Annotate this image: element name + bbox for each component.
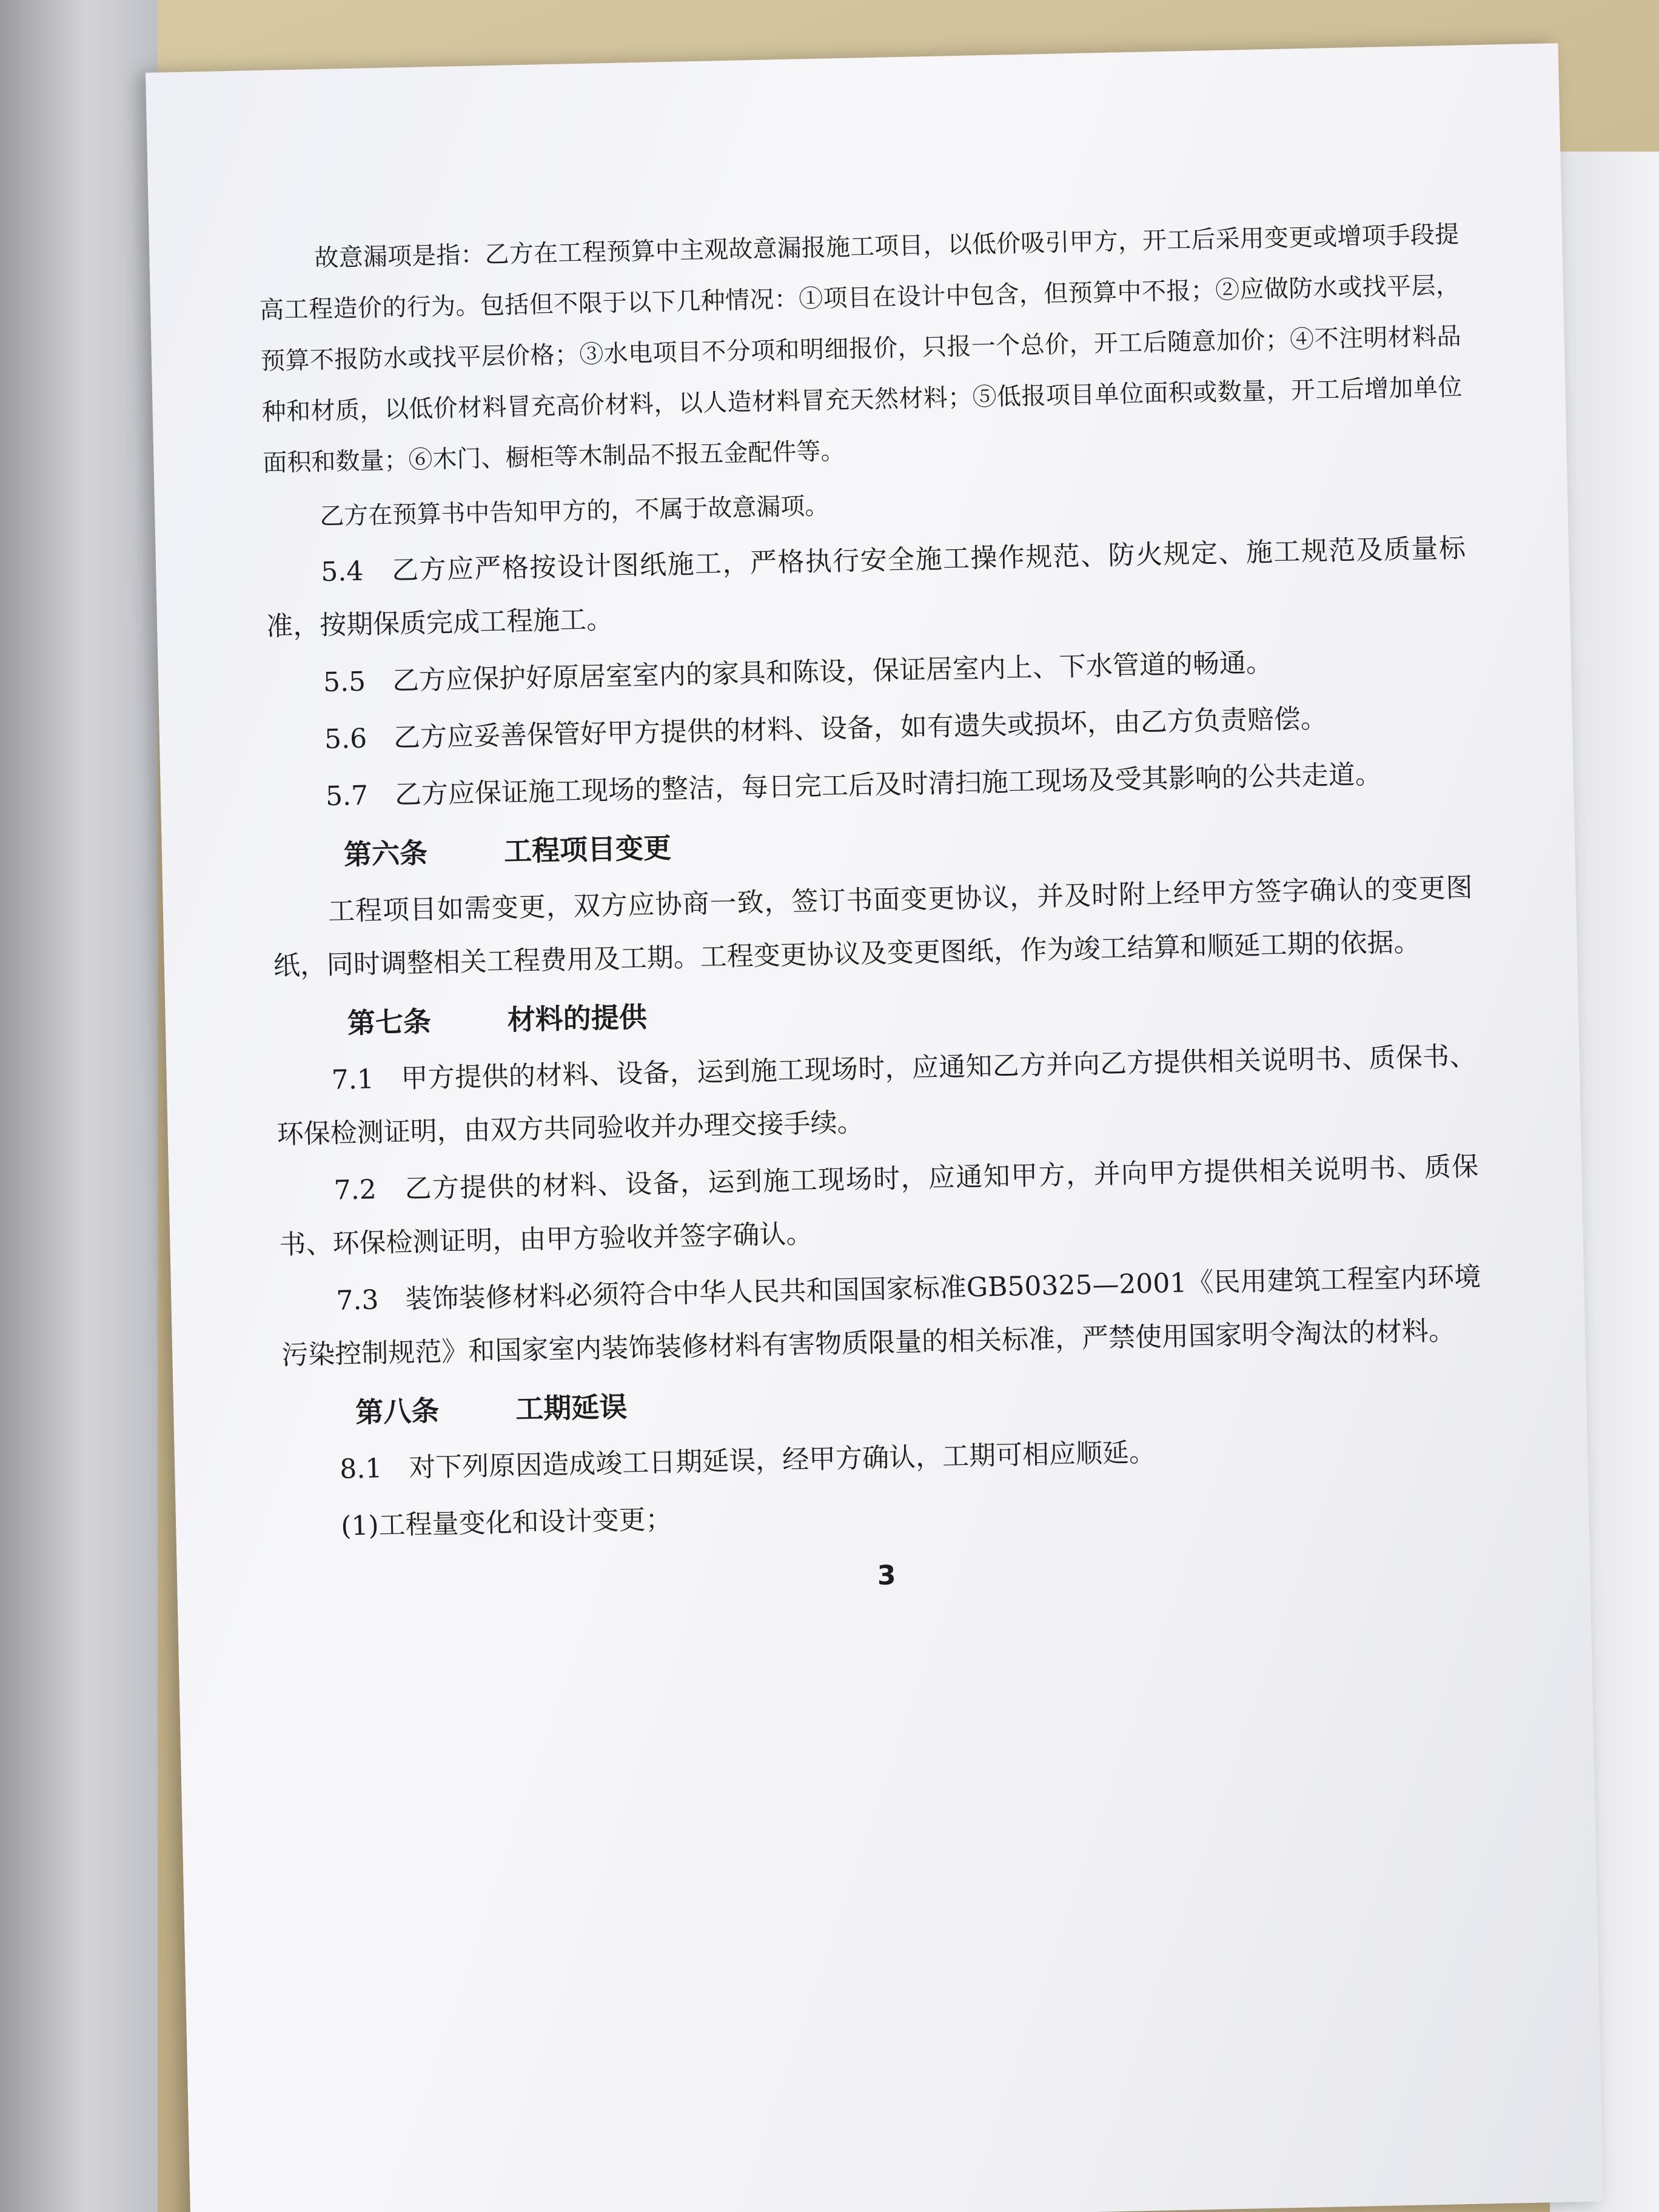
article-8-title: 工期延误	[515, 1390, 628, 1426]
document-page	[146, 43, 1603, 2212]
article-7-number: 第七条	[347, 1005, 432, 1040]
clause-7-3: 7.3 装饰装修材料必须符合中华人民共和国国家标准GB50325—2001《民用建筑工程室内环境污染控制规范》和国家室内装饰装修材料有害物质限量的相关标准，严禁使用国家明令淘汰的材料。	[281, 1261, 1481, 1371]
paragraph-omission-exception: 乙方在预算书中告知甲方的，不属于故意漏项。	[319, 492, 830, 531]
clause-5-6: 5.6 乙方应妥善保管好甲方提供的材料、设备，如有遗失或损坏，由乙方负责赔偿。	[324, 703, 1328, 756]
page-number: 3	[877, 1560, 897, 1592]
clause-5-5: 5.5 乙方应保护好原居室室内的家具和陈设，保证居室内上、下水管道的畅通。	[323, 647, 1273, 699]
article-7-title: 材料的提供	[507, 1000, 648, 1036]
clause-5-4: 5.4 乙方应严格按设计图纸施工，严格执行安全施工操作规范、防火规定、施工规范及质量标准，按期保质完成工程施工。	[266, 532, 1466, 643]
article-6-number: 第六条	[343, 836, 428, 871]
paragraph-deliberate-omission: 故意漏项是指：乙方在工程预算中主观故意漏报施工项目，以低价吸引甲方，开工后采用变更或增项手段提高工程造价的行为。包括但不限于以下几种情况：①项目在设计中包含，但预算中不报；②应做防水或找平层，预算不报防水或找平层价格；③水电项目不分项和明细报价，只报一个总价，开工后随意加价；④不注明材料品种和材质，以低价材料冒充高价材料，以人造材料冒充天然材料；⑤低报项目单位面积或数量，开工后增加单位面积和数量；⑥木门、橱柜等木制品不报五金配件等。	[259, 220, 1463, 478]
clause-8-1-item-1: (1)工程量变化和设计变更；	[340, 1504, 673, 1542]
left-book-edge	[0, 0, 158, 2212]
clause-7-2: 7.2 乙方提供的材料、设备，运到施工现场时，应通知甲方，并向甲方提供相关说明书、质保书、环保检测证明，由甲方验收并签字确认。	[279, 1151, 1479, 1261]
article-8-number: 第八条	[355, 1394, 440, 1429]
clause-5-7: 5.7 乙方应保证施工现场的整洁，每日完工后及时清扫施工现场及受其影响的公共走道。	[325, 759, 1382, 813]
article-6-title: 工程项目变更	[503, 831, 672, 868]
article-6-body: 工程项目如需变更，双方应协商一致，签订书面变更协议，并及时附上经甲方签字确认的变更图纸，同时调整相关工程费用及工期。工程变更协议及变更图纸，作为竣工结算和顺延工期的依据。	[273, 872, 1473, 982]
page-content	[258, 209, 1487, 1604]
clause-7-1: 7.1 甲方提供的材料、设备，运到施工现场时，应通知乙方并向乙方提供相关说明书、质保书、环保检测证明，由双方共同验收并办理交接手续。	[276, 1041, 1476, 1150]
clause-8-1: 8.1 对下列原因造成竣工日期延误，经甲方确认，工期可相应顺延。	[339, 1436, 1156, 1485]
